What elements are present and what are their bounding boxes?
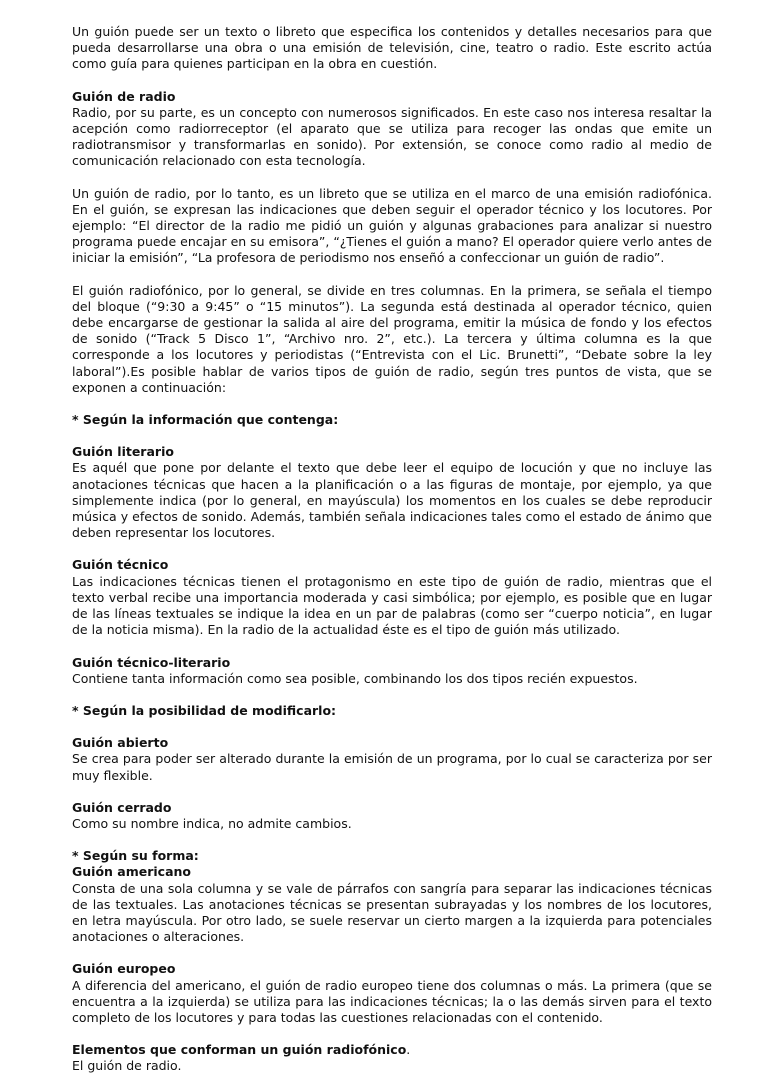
columnas-paragraph: El guión radiofónico, por lo general, se divide en tres columnas. En la primera, se señala el tiempo del bloque (“9:30 a 9:45” o “15 minutos”). La segunda está destinada al operador técnico, quien debe encargarse de gestionar la salida al aire del programa, emitir la música de fondo y los efectos de sonido (“Track 5 Disco 1”, “Archivo nro. 2”, etc.). La tercera y última columna es la que corresponde a los locutores y periodistas (“Entrevista con el Lic. Brunetti”, “Debate sobre la ley laboral”).Es posible hablar de varios tipos de guión de radio, según tres puntos de vista, que se exponen a continuación:: [72, 282, 712, 395]
literario-section: [72, 444, 712, 541]
cerrado-heading: Guión cerrado: [72, 799, 172, 815]
tecnico-literario-body: Contiene tanta información como sea posible, combinando los dos tipos recién expuestos.: [72, 670, 638, 686]
elementos-section: [72, 1042, 712, 1074]
radio-body: Radio, por su parte, es un concepto con numerosos significados. En este caso nos interesa resaltar la acepción como radiorreceptor (el aparato que se utiliza para recoger las ondas que emite un radiotransmisor y transformarlas en sonido). Por extensión, se conoce como radio al medio de comunicación relacionado con esta tecnología.: [72, 104, 712, 169]
literario-heading: Guión literario: [72, 444, 174, 460]
radio-section: [72, 89, 712, 170]
tecnico-literario-section: [72, 655, 712, 687]
libreto-paragraph: Un guión de radio, por lo tanto, es un libreto que se utiliza en el marco de una emisión radiofónica. En el guión, se expresan las indicaciones que deben seguir el operador técnico y los locutores. Por ejemplo: “El director de la radio me pidió un guión y algunas grabaciones para analizar si nuestro programa puede encajar en su emisora”, “¿Tienes el guión a mano? El operador quiere verlo antes de iniciar la emisión”, “La profesora de periodismo nos enseñó a confeccionar un guión de radio”.: [72, 185, 712, 266]
cerrado-section: [72, 800, 712, 832]
elementos-heading-line: [72, 1042, 712, 1058]
tecnico-section: [72, 557, 712, 638]
elementos-body: El guión de radio.: [72, 1058, 182, 1074]
elementos-heading: Elementos que conforman un guión radiofónico: [72, 1042, 407, 1058]
abierto-body: Se crea para poder ser alterado durante la emisión de un programa, por lo cual se caracteriza por ser muy flexible.: [72, 751, 712, 783]
intro-paragraph: Un guión puede ser un texto o libreto que especifica los contenidos y detalles necesarios para que pueda desarrollarse una obra o una emisión de televisión, cine, teatro o radio. Este escrito actúa como guía para quienes participan en la obra en cuestión.: [72, 24, 712, 72]
americano-heading: Guión americano: [72, 864, 192, 880]
segun-forma-label: * Según su forma:: [72, 848, 199, 864]
cerrado-body: Como su nombre indica, no admite cambios.: [72, 815, 352, 831]
europeo-heading: Guión europeo: [72, 961, 176, 977]
tecnico-body: Las indicaciones técnicas tienen el protagonismo en este tipo de guión de radio, mientras que el texto verbal recibe una importancia moderada y casi simbólica; por ejemplo, es posible que en lugar de las líneas textuales se indique la idea en un par de palabras (como ser “cuerpo noticia”, en lugar de la noticia misma). En la radio de la actualidad éste es el tipo de guión más utilizado.: [72, 573, 712, 638]
segun-modificar-label: * Según la posibilidad de modificarlo:: [72, 702, 337, 718]
europeo-body: A diferencia del americano, el guión de radio europeo tiene dos columnas o más. La primera (que se encuentra a la izquierda) se utiliza para las indicaciones técnicas; la o las demás sirven para el texto completo de los locutores y para todas las cuestiones relacionadas con el contenido.: [72, 977, 712, 1025]
tecnico-literario-heading: Guión técnico-literario: [72, 654, 231, 670]
document-page: [72, 24, 712, 1091]
literario-body: Es aquél que pone por delante el texto que debe leer el equipo de locución y que no incluye las anotaciones técnicas que hacen a la planificación o a las figuras de montaje, por ejemplo, ya que simplemente indica (por lo general, en mayúscula) los momentos en los cuales se debe reproducir música y efectos de sonido. Además, también señala indicaciones tales como el estado de ánimo que deben representar los locutores.: [72, 460, 712, 541]
tecnico-heading: Guión técnico: [72, 557, 169, 573]
radio-heading: Guión de radio: [72, 88, 176, 104]
forma-section: [72, 848, 712, 945]
segun-info-heading: [72, 412, 712, 428]
segun-modificar-heading: [72, 703, 712, 719]
abierto-section: [72, 735, 712, 784]
europeo-section: [72, 961, 712, 1026]
elementos-period: .: [406, 1042, 411, 1058]
americano-body: Consta de una sola columna y se vale de párrafos con sangría para separar las indicaciones técnicas de las textuales. Las anotaciones técnicas se presentan subrayadas y los nombres de los locutores, en letra mayúscula. Por otro lado, se suele reservar un cierto margen a la izquierda para potenciales anotaciones o alteraciones.: [72, 880, 712, 945]
segun-info-label: * Según la información que contenga:: [72, 412, 339, 428]
abierto-heading: Guión abierto: [72, 735, 169, 751]
